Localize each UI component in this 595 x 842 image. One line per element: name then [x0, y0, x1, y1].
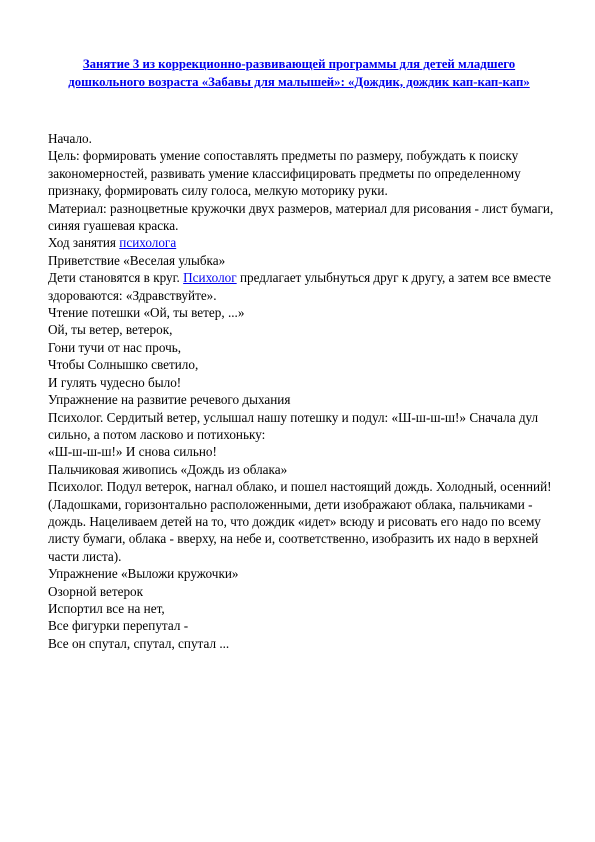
- title-link[interactable]: Занятие 3 из коррекционно-развивающей программы для детей младшего дошкольного возраста «Забавы для малышей»: «Дождик, дождик кап-кап-кап»: [68, 57, 530, 89]
- poem-line-2: Испортил все на нет,: [48, 600, 165, 616]
- heading-painting: Пальчиковая живопись «Дождь из облака»: [48, 461, 288, 477]
- paragraph-rain: Психолог. Подул ветерок, нагнал облако, и пошел настоящий дождь. Холодный, осенний! (Ладошками, горизонтально расположенными, дети изображают облака, пальчиками - дождь. Нацеливаем детей на то, что дождик «идет» всюду и рисовать его надо по всему листу бумаги, облака - вверху, на небе и, соответственно, изобразить их надо в верхней части листа).: [48, 479, 552, 564]
- paragraph-circle: [48, 269, 558, 304]
- paragraph-start: Начало.: [48, 131, 92, 146]
- heading-circles: Упражнение «Выложи кружочки»: [48, 566, 239, 582]
- rhyme-line-1: Ой, ты ветер, ветерок,: [48, 322, 173, 338]
- paragraph-wind: Психолог. Сердитый ветер, услышал нашу потешку и подул: «Ш-ш-ш-ш!» Сначала дул сильно, а потом ласково и потихоньку:: [48, 409, 539, 442]
- rhyme-line-4: И гулять чудесно было!: [48, 374, 182, 390]
- heading-breathing: Упражнение на развитие речевого дыхания: [48, 392, 291, 408]
- poem-line-4: Все он спутал, спутал, спутал ...: [48, 635, 230, 651]
- psychologist-link-2[interactable]: Психолог: [183, 270, 237, 286]
- lesson-course-text: Ход занятия: [48, 235, 120, 251]
- document-body: [48, 130, 558, 652]
- paragraph-wind-2: «Ш-ш-ш-ш!» И снова сильно!: [48, 444, 217, 460]
- rhyme-line-2: Гони тучи от нас прочь,: [48, 339, 182, 355]
- rhyme-line-3: Чтобы Солнышко светило,: [48, 357, 199, 373]
- circle-text-post: предлагает улыбнуться друг к другу, а затем все вместе здороваются: «Здравствуйте».: [48, 270, 551, 303]
- heading-rhyme: Чтение потешки «Ой, ты ветер, ...»: [48, 305, 245, 321]
- paragraph-lesson-course: [48, 234, 558, 251]
- circle-text-pre: Дети становятся в круг.: [48, 270, 184, 286]
- psychologist-link-1[interactable]: психолога: [119, 235, 177, 251]
- paragraph-goal: Цель: формировать умение сопоставлять предметы по размеру, побуждать к поиску закономерностей, развивать умение классифицировать предметы по определенному признаку, формировать силу голоса, мелкую моторику руки.: [48, 148, 521, 199]
- heading-greeting: Приветствие «Веселая улыбка»: [48, 252, 226, 268]
- document-title[interactable]: [58, 56, 540, 91]
- poem-line-1: Озорной ветерок: [48, 583, 144, 599]
- poem-line-3: Все фигурки перепутал -: [48, 618, 189, 634]
- paragraph-material: Материал: разноцветные кружочки двух размеров, материал для рисования - лист бумаги, синяя гуашевая краска.: [48, 200, 554, 234]
